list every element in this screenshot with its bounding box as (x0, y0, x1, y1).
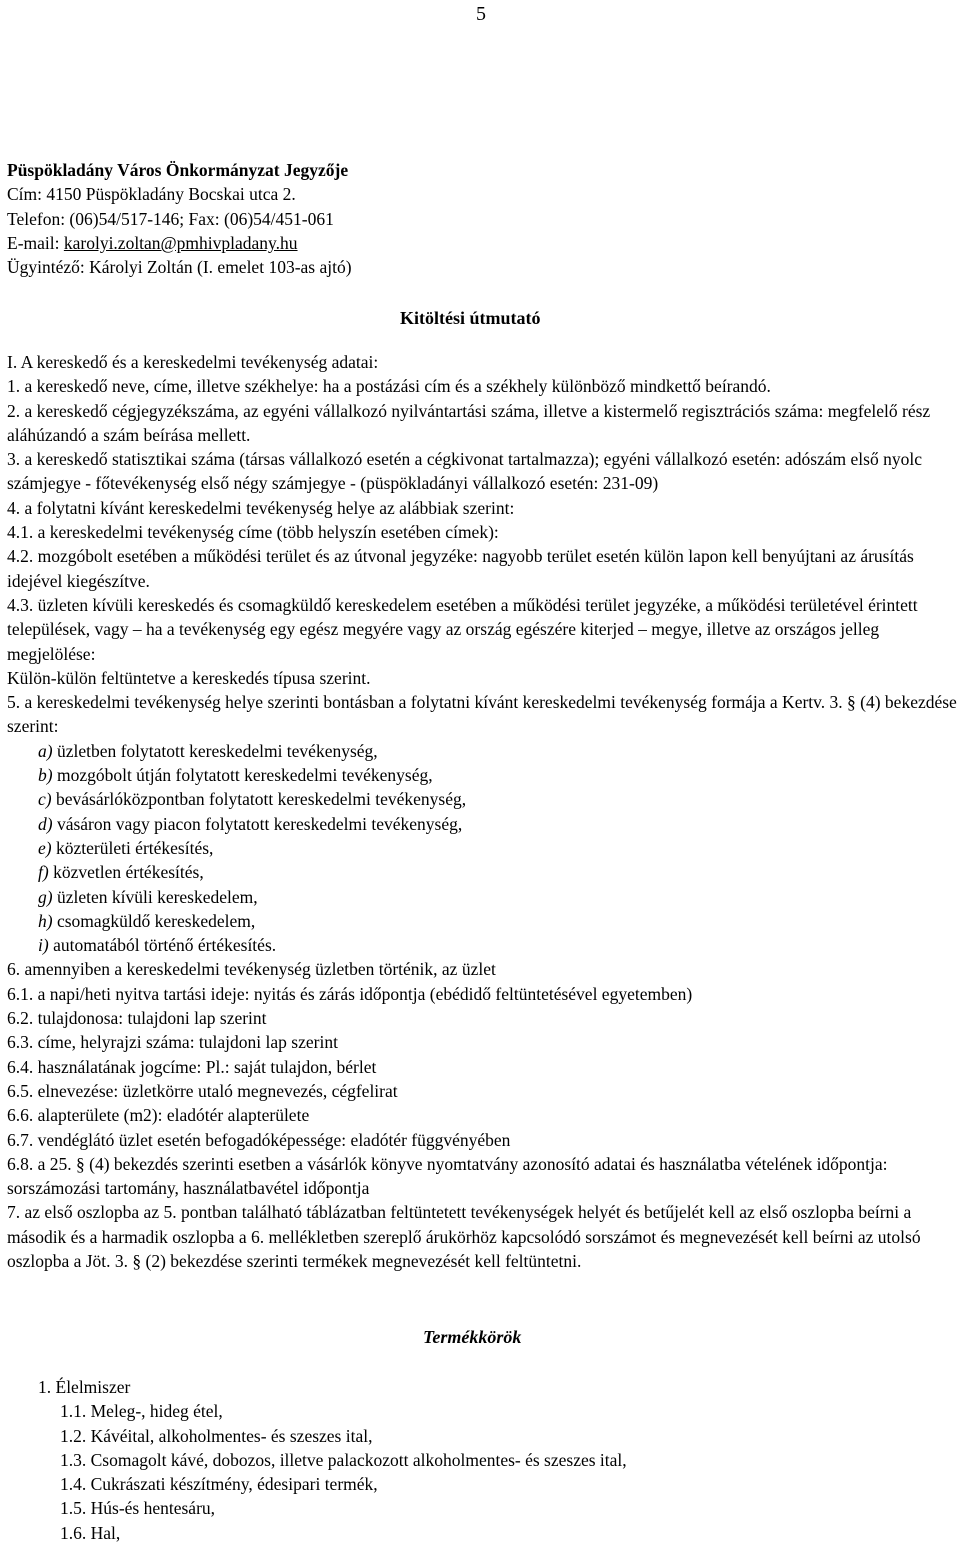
form-item: f) közvetlen értékesítés, (38, 862, 204, 883)
paragraph: 1. a kereskedő neve, címe, illetve székhelye: ha a postázási cím és a székhely különböző mindkettő beírandó. (7, 376, 771, 397)
paragraph: 4. a folytatni kívánt kereskedelmi tevékenység helye az alábbiak szerint: (7, 497, 515, 518)
product-item: 1.4. Cukrászati készítmény, édesipari termék, (60, 1474, 378, 1495)
form-letter: d) (38, 813, 53, 834)
paragraph: 3. a kereskedő statisztikai száma (társas vállalkozó esetén a cégkivonat tartalmazza); egyéni vállalkozó esetén: adószám első nyolc számjegye - főtevékenység első négy számjegye - (püspökladányi vállalkozó esetén: 231-09) (7, 449, 922, 494)
form-letter: i) (38, 935, 49, 956)
form-letter: a) (38, 740, 53, 761)
form-item: i) automatából történő értékesítés. (38, 935, 277, 956)
form-item: c) bevásárlóközpontban folytatott kereskedelmi tevékenység, (38, 789, 467, 810)
paragraph: 6.2. tulajdonosa: tulajdoni lap szerint (7, 1008, 267, 1029)
product-item: 1.3. Csomagolt kávé, dobozos, illetve palackozott alkoholmentes- és szeszes ital, (60, 1449, 627, 1470)
paragraph: 2. a kereskedő cégjegyzékszáma, az egyéni vállalkozó nyilvántartási száma, illetve a kistermelő regisztrációs száma: megfelelő rész aláhúzandó a szám beírása mellett. (7, 400, 931, 445)
paragraph: Külön-külön feltüntetve a kereskedés típusa szerint. (7, 667, 371, 688)
form-item: b) mozgóbolt útján folytatott kereskedelmi tevékenység, (38, 765, 433, 786)
authority-name: Püspökladány Város Önkormányzat Jegyzője (7, 160, 349, 180)
product-list (38, 1375, 627, 1545)
paragraph: 6.3. címe, helyrajzi száma: tulajdoni lap szerint (7, 1032, 338, 1053)
email-line (7, 231, 957, 255)
phone-fax: Telefon: (06)54/517-146; Fax: (06)54/451-061 (7, 208, 334, 229)
paragraph: 4.3. üzleten kívüli kereskedés és csomagküldő kereskedelem esetében a működési terület jegyzéke, a működési területével érintett települések, vagy – ha a tevékenység egy egész megyére vagy az ország egészére kiterjed – megye, illetve az országos jelleg megjelölése: (7, 594, 918, 664)
product-item: 1.6. Hal, (60, 1522, 121, 1543)
form-item: g) üzleten kívüli kereskedelem, (38, 886, 258, 907)
paragraph: 4.1. a kereskedelmi tevékenység címe (több helyszín esetében címek): (7, 522, 499, 543)
email-label: E-mail: (7, 232, 64, 253)
paragraph: 6.7. vendéglátó üzlet esetén befogadóképessége: eladótér függvényében (7, 1129, 511, 1150)
email-link[interactable]: karolyi.zoltan@pmhivpladany.hu (63, 232, 298, 253)
product-item: 1.5. Hús-és hentesáru, (60, 1498, 216, 1519)
form-letter: c) (38, 789, 52, 810)
address: Cím: 4150 Püspökladány Bocskai utca 2. (7, 184, 296, 205)
instructions-heading: Kitöltési útmutató (400, 308, 541, 328)
form-letter: g) (38, 886, 53, 907)
paragraph: 6.6. alapterülete (m2): eladótér alapterülete (7, 1105, 310, 1126)
form-letter: b) (38, 765, 53, 786)
form-item: e) közterületi értékesítés, (38, 837, 214, 858)
form-item: h) csomagküldő kereskedelem, (38, 910, 256, 931)
paragraph: 7. az első oszlopba az 5. pontban található táblázatban feltüntetett tevékenységek helyét és betűjelét kell az első oszlopba beírni a második és a harmadik oszlopba a 6. mellékletben szereplő árukörhöz kapcsolódó sorszámot és megnevezését kell beírni az utolsó oszlopba a Jöt. 3. § (2) bekezdése szerinti termékek megnevezését kell feltüntetni. (7, 1202, 921, 1271)
paragraph: 6.1. a napi/heti nyitva tartási ideje: nyitás és zárás időpontja (ebédidő feltüntetésével egyetemben) (7, 983, 693, 1004)
form-letter: f) (38, 862, 49, 883)
product-category: 1. Élelmiszer (38, 1377, 131, 1397)
paragraph: 6.4. használatának jogcíme: Pl.: saját tulajdon, bérlet (7, 1056, 377, 1077)
paragraph: 5. a kereskedelmi tevékenység helye szerinti bontásban a folytatni kívánt kereskedelmi tevékenység formája a Kertv. 3. § (4) bekezdése szerint: (7, 692, 957, 737)
form-letter: e) (38, 837, 52, 858)
paragraph: I. A kereskedő és a kereskedelmi tevékenység adatai: (7, 352, 379, 372)
product-item: 1.2. Kávéital, alkoholmentes- és szeszes ital, (60, 1425, 373, 1446)
paragraph: 4.2. mozgóbolt esetében a működési terület és az útvonal jegyzéke: nagyobb terület esetén külön lapon kell benyújtani az árusítás idejével kiegészítve. (7, 546, 914, 591)
instructions-body (7, 350, 957, 1273)
paragraph: 6. amennyiben a kereskedelmi tevékenység üzletben történik, az üzlet (7, 959, 496, 980)
clerk: Ügyintéző: Károlyi Zoltán (I. emelet 103-as ajtó) (7, 257, 352, 278)
paragraph: 6.5. elnevezése: üzletkörre utaló megnevezés, cégfelirat (7, 1080, 398, 1101)
page-number: 5 (476, 3, 486, 25)
form-item: a) üzletben folytatott kereskedelmi tevékenység, (38, 740, 378, 761)
form-letter: h) (38, 910, 53, 931)
paragraph: 6.8. a 25. § (4) bekezdés szerinti esetben a vásárlók könyve nyomtatvány azonosító adatai és használatba vételének időpontja: sorszámozási tartomány, használatbavétel időpontja (7, 1153, 888, 1199)
product-item: 1.1. Meleg-, hideg étel, (60, 1401, 223, 1422)
products-heading: Termékkörök (423, 1327, 522, 1347)
form-item: d) vásáron vagy piacon folytatott kereskedelmi tevékenység, (38, 813, 463, 834)
authority-header (7, 158, 957, 279)
